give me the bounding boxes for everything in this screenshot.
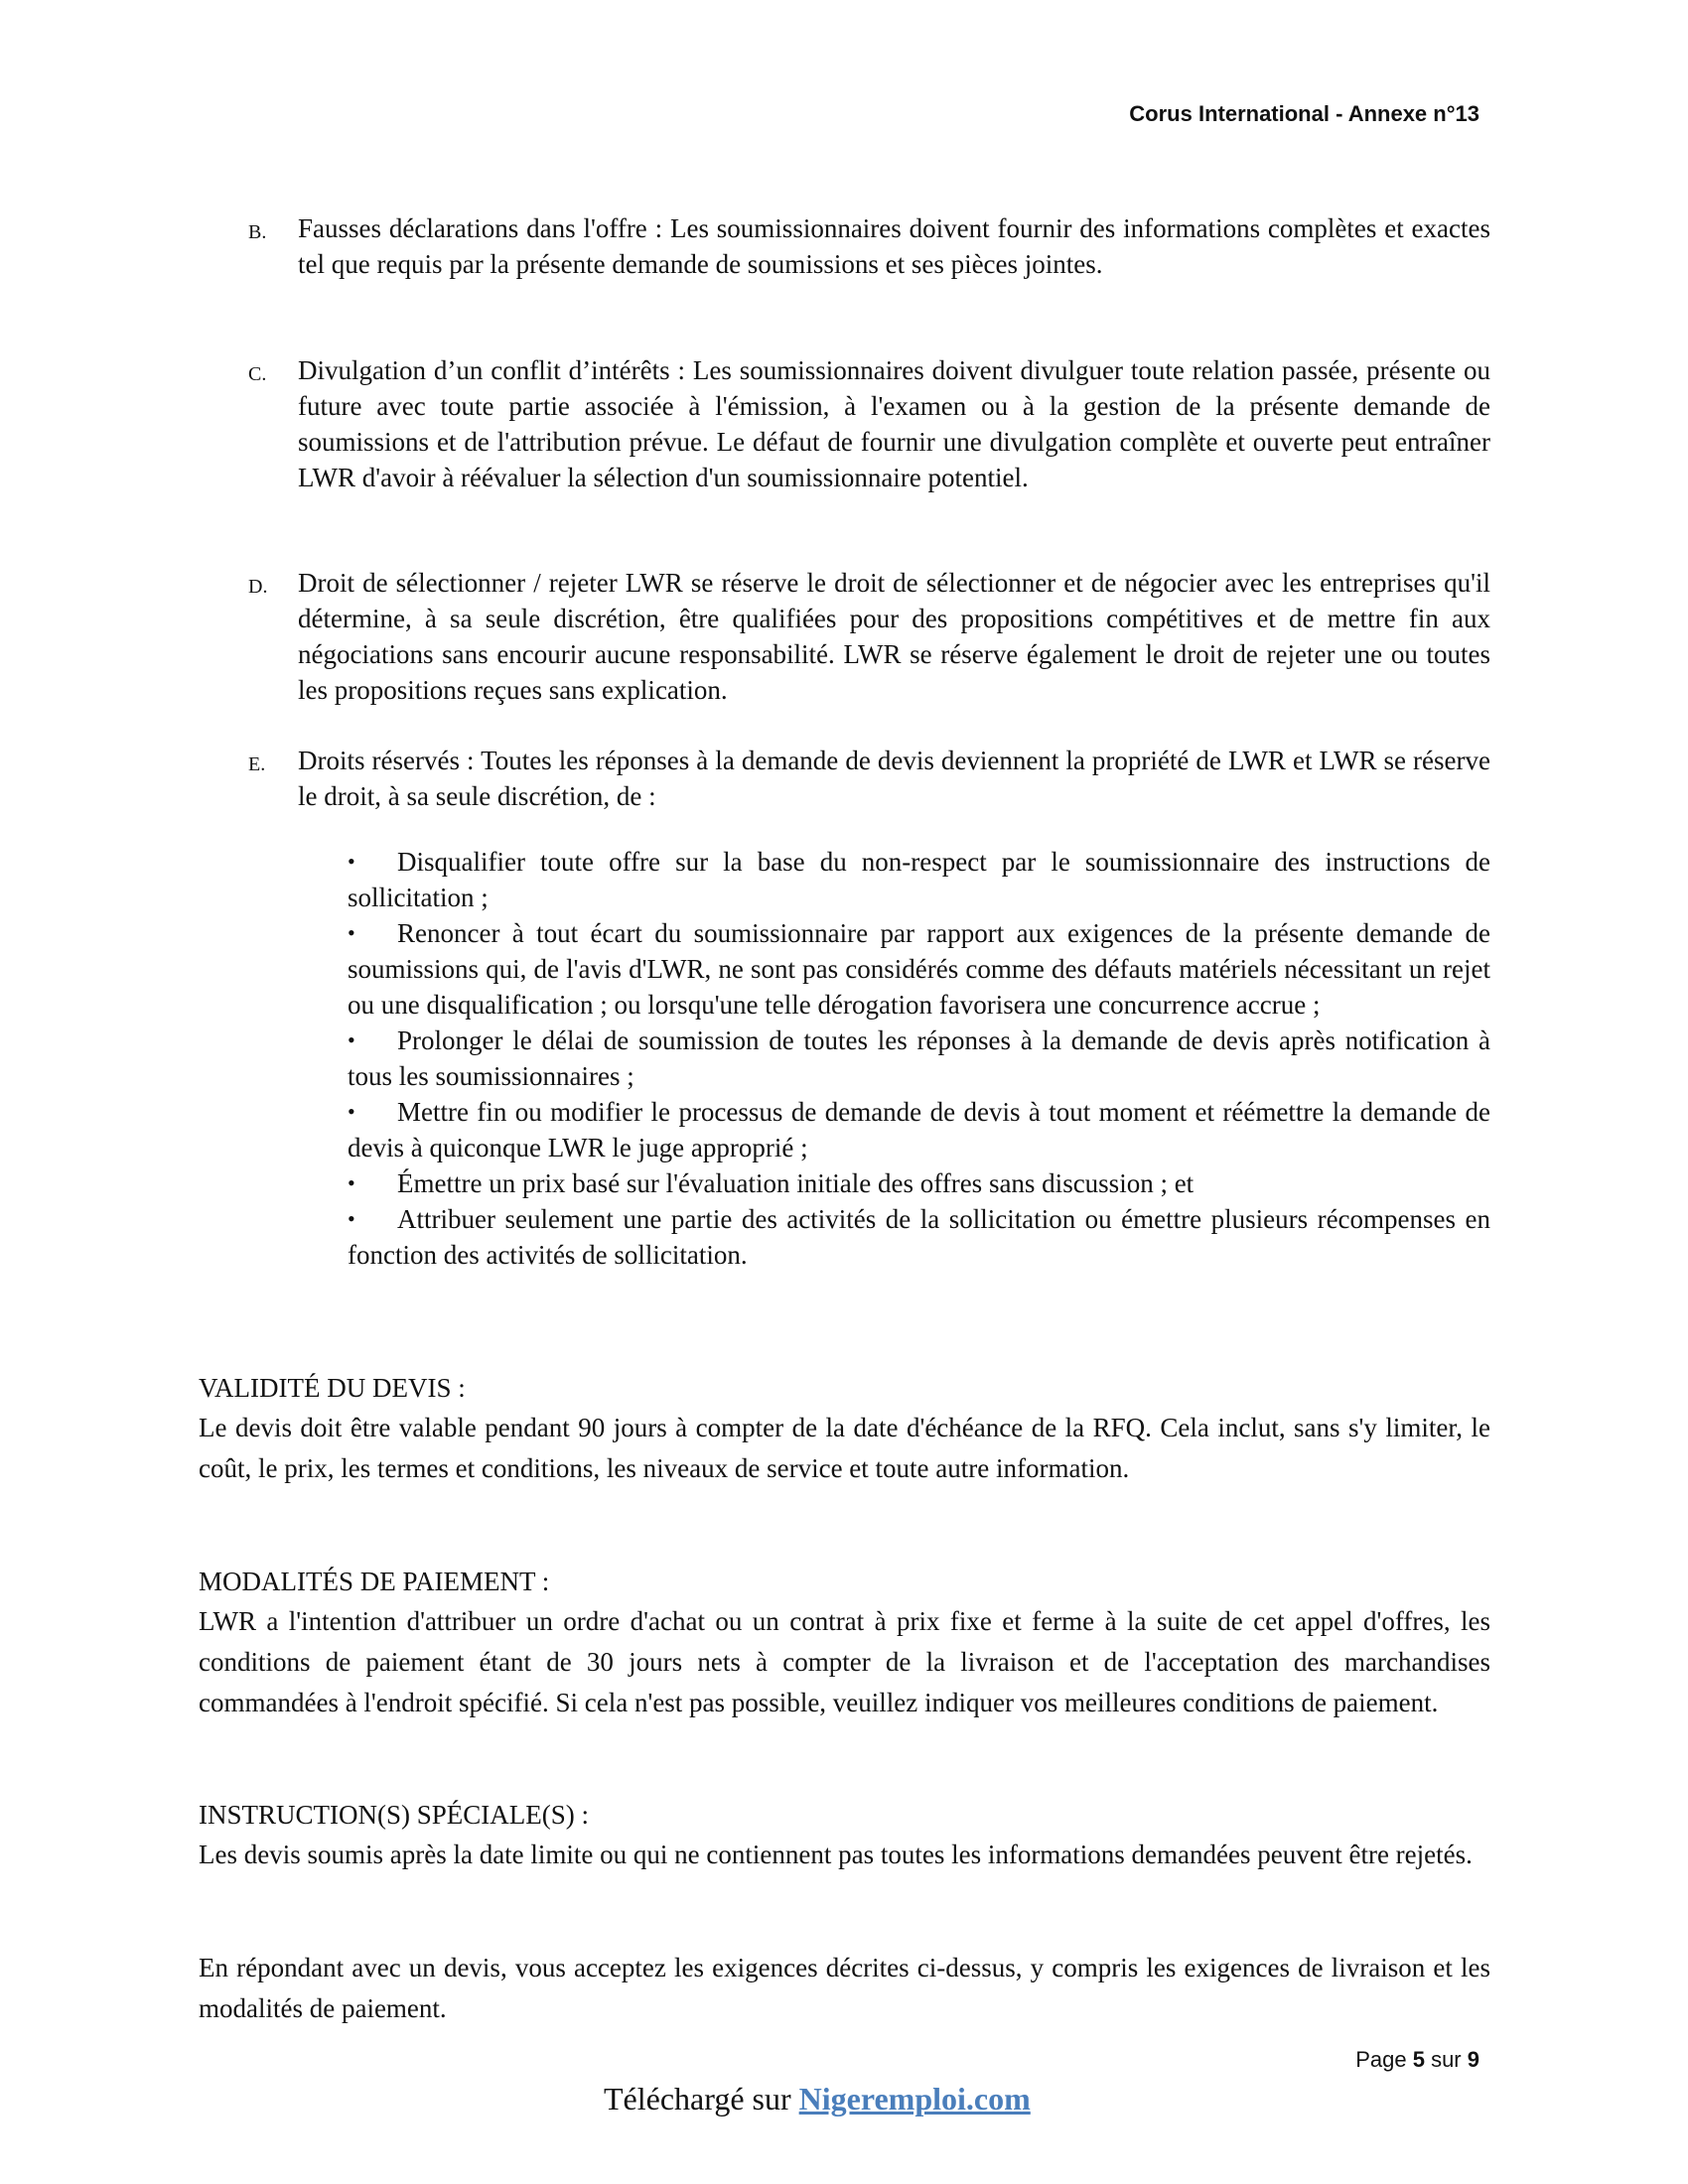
clause-d — [248, 565, 1490, 708]
clause-b — [248, 210, 1490, 282]
closing-section — [199, 1948, 1490, 2029]
bullet-icon: • — [348, 1206, 355, 1231]
closing-text: En répondant avec un devis, vous acceptez les exigences décrites ci-dessus, y compris les exigences de livraison et les modalités de paiement. — [199, 1953, 1490, 2023]
section-title: INSTRUCTION(S) SPÉCIALE(S) : — [199, 1800, 590, 1830]
clause-text: Divulgation d’un conflit d’intérêts : Les soumissionnaires doivent divulguer toute relation passée, présente ou future avec toute partie associée à l'émission, à l'examen ou à la gestion de la présente demande de soumissions et de l'attribution prévue. Le défaut de fournir une divulgation complète et ouverte peut entraîner LWR d'avoir à réévaluer la sélection d'un soumissionnaire potentiel. — [298, 355, 1490, 492]
bullet-icon: • — [348, 1170, 355, 1195]
section-text: Le devis doit être valable pendant 90 jours à compter de la date d'échéance de la RFQ. Cela inclut, sans s'y limiter, le coût, le prix, les termes et conditions, les niveaux de service et toute autre information. — [199, 1413, 1490, 1483]
bullet-icon: • — [348, 849, 355, 874]
reserved-rights-list — [348, 844, 1490, 1273]
payment-section — [199, 1562, 1490, 1723]
clause-letter: B. — [248, 221, 267, 243]
bullet-icon: • — [348, 920, 355, 945]
bullet-icon: • — [348, 1099, 355, 1124]
page-number: Page 5 sur 9 — [1355, 2047, 1479, 2072]
list-item: • Mettre fin ou modifier le processus de demande de devis à tout moment et réémettre la demande de devis à quiconque LWR le juge approprié ; — [348, 1094, 1490, 1165]
clause-text: Droits réservés : Toutes les réponses à la demande de devis deviennent la propriété de LWR et LWR se réserve le droit, à sa seule discrétion, de : — [298, 746, 1490, 811]
section-text: Les devis soumis après la date limite ou qui ne contiennent pas toutes les informations demandées peuvent être rejetés. — [199, 1840, 1473, 1869]
list-item: • Attribuer seulement une partie des activités de la sollicitation ou émettre plusieurs récompenses en fonction des activités de sollicitation. — [348, 1201, 1490, 1273]
clause-letter: E. — [248, 753, 266, 775]
clause-text: Droit de sélectionner / rejeter LWR se réserve le droit de sélectionner et de négocier avec les entreprises qu'il détermine, à sa seule discrétion, être qualifiées pour des propositions compétitives et de mettre fin aux négociations sans encourir aucune responsabilité. LWR se réserve également le droit de rejeter une ou toutes les propositions reçues sans explication. — [298, 568, 1490, 705]
clause-letter: D. — [248, 576, 268, 598]
section-title: VALIDITÉ DU DEVIS : — [199, 1373, 466, 1403]
list-item: • Émettre un prix basé sur l'évaluation initiale des offres sans discussion ; et — [348, 1165, 1490, 1201]
list-item: • Renoncer à tout écart du soumissionnaire par rapport aux exigences de la présente demande de soumissions qui, de l'avis d'LWR, ne sont pas considérés comme des défauts matériels nécessitant un rejet ou une disqualification ; ou lorsqu'une telle dérogation favorisera une concurrence accrue ; — [348, 915, 1490, 1023]
special-instructions-section — [199, 1795, 1490, 1875]
clause-letter: C. — [248, 363, 267, 385]
bullet-icon: • — [348, 1027, 355, 1052]
clause-text: Fausses déclarations dans l'offre : Les soumissionnaires doivent fournir des informations complètes et exactes tel que requis par la présente demande de soumissions et ses pièces jointes. — [298, 213, 1490, 279]
nigeremploi-link[interactable]: Nigeremploi.com — [798, 2081, 1031, 2116]
list-item: • Prolonger le délai de soumission de toutes les réponses à la demande de devis après notification à tous les soumissionnaires ; — [348, 1023, 1490, 1094]
clause-e — [248, 743, 1490, 814]
download-source: Téléchargé sur Nigeremploi.com — [604, 2081, 1031, 2116]
validity-section — [199, 1368, 1490, 1489]
section-text: LWR a l'intention d'attribuer un ordre d'achat ou un contrat à prix fixe et ferme à la suite de cet appel d'offres, les conditions de paiement étant de 30 jours nets à compter de la livraison et de l'acceptation des marchandises commandées à l'endroit spécifié. Si cela n'est pas possible, veuillez indiquer vos meilleures conditions de paiement. — [199, 1606, 1490, 1717]
clause-c — [248, 352, 1490, 495]
page-header: Corus International - Annexe n°13 — [1129, 101, 1479, 126]
section-title: MODALITÉS DE PAIEMENT : — [199, 1567, 550, 1596]
list-item: • Disqualifier toute offre sur la base du non-respect par le soumissionnaire des instructions de sollicitation ; — [348, 844, 1490, 915]
